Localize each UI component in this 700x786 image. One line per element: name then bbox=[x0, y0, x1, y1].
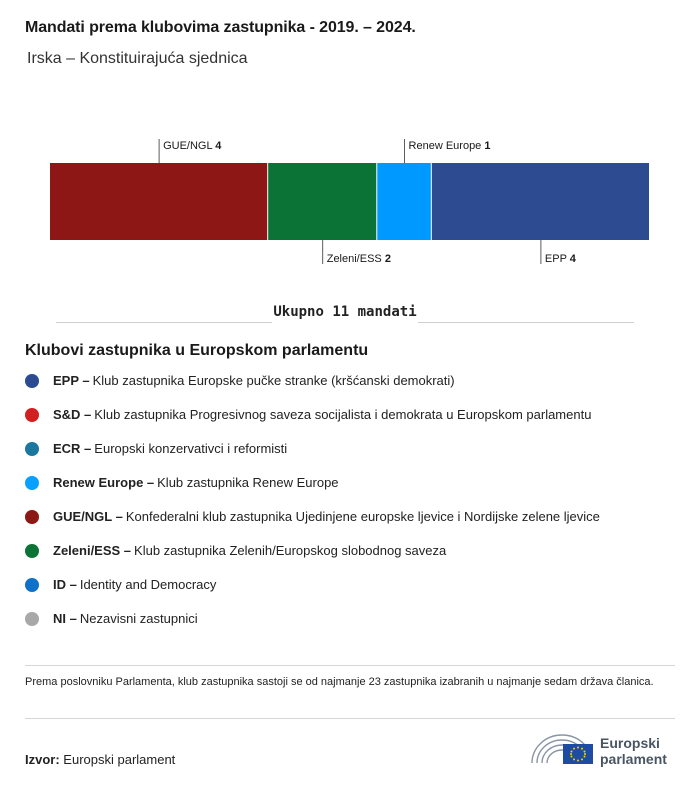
stacked-bar-chart bbox=[0, 130, 700, 280]
segment-label-zeleni-ess: Zeleni/ESS 2 bbox=[326, 253, 391, 265]
legend-abbr: NI – bbox=[53, 611, 77, 626]
legend-text bbox=[53, 441, 287, 456]
legend-desc: Europski konzervativci i reformisti bbox=[94, 441, 288, 456]
legend-abbr: GUE/NGL – bbox=[53, 509, 123, 524]
source-value: Europski parlament bbox=[63, 752, 176, 767]
legend-desc: Klub zastupnika Europske pučke stranke (kršćanski demokrati) bbox=[92, 373, 455, 388]
legend-swatch bbox=[25, 442, 39, 456]
segment-label-epp: EPP 4 bbox=[544, 253, 576, 265]
legend-text bbox=[53, 543, 446, 558]
legend-swatch bbox=[25, 476, 39, 490]
legend-text bbox=[53, 577, 216, 592]
page-subtitle: Irska – Konstituirajuća sjednica bbox=[27, 50, 248, 67]
logo-line1: Europski bbox=[600, 735, 660, 751]
legend-title: Klubovi zastupnika u Europskom parlamentu bbox=[25, 342, 369, 359]
legend-abbr: EPP – bbox=[53, 373, 90, 388]
source-label: Izvor: bbox=[25, 752, 60, 767]
logo-text bbox=[600, 735, 667, 767]
legend-desc: Nezavisni zastupnici bbox=[79, 611, 198, 626]
legend-abbr: ID – bbox=[53, 577, 77, 592]
legend-text bbox=[53, 407, 591, 422]
legend-desc: Klub zastupnika Progresivnog saveza socijalista i demokrata u Europskom parlamentu bbox=[94, 407, 592, 422]
legend-item bbox=[25, 576, 685, 610]
legend-desc: Klub zastupnika Renew Europe bbox=[157, 475, 339, 490]
bar-segment-epp bbox=[432, 163, 649, 240]
legend-desc: Identity and Democracy bbox=[79, 577, 217, 592]
legend-item bbox=[25, 406, 685, 440]
legend-swatch bbox=[25, 374, 39, 388]
legend-item bbox=[25, 440, 685, 474]
page-title: Mandati prema klubovima zastupnika - 2019. – 2024. bbox=[25, 19, 416, 36]
bar-segment-gue-ngl bbox=[50, 163, 267, 240]
legend-item bbox=[25, 474, 685, 508]
bar-segment-zeleni-ess bbox=[268, 163, 376, 240]
legend-swatch bbox=[25, 544, 39, 558]
divider-top bbox=[25, 665, 675, 666]
legend-swatch bbox=[25, 612, 39, 626]
legend-desc: Konfederalni klub zastupnika Ujedinjene europske ljevice i Nordijske zelene ljevice bbox=[125, 509, 600, 524]
total-seats-label: Ukupno 11 mandati bbox=[273, 304, 417, 320]
bar-segment-renew-europe bbox=[377, 163, 431, 240]
legend-swatch bbox=[25, 578, 39, 592]
legend-abbr: ECR – bbox=[53, 441, 92, 456]
segment-label-renew-europe: Renew Europe 1 bbox=[408, 140, 491, 152]
legend-abbr: Renew Europe – bbox=[53, 475, 155, 490]
legend-text bbox=[53, 373, 455, 388]
source bbox=[25, 752, 175, 767]
legend-item bbox=[25, 542, 685, 576]
legend-text bbox=[53, 509, 600, 524]
divider-bottom bbox=[25, 718, 675, 719]
legend-swatch bbox=[25, 408, 39, 422]
legend-abbr: Zeleni/ESS – bbox=[53, 543, 132, 558]
legend-item bbox=[25, 508, 685, 542]
legend-text bbox=[53, 611, 198, 626]
legend bbox=[25, 372, 685, 644]
legend-desc: Klub zastupnika Zelenih/Europskog slobodnog saveza bbox=[134, 543, 447, 558]
legend-text bbox=[53, 475, 339, 490]
total-divider-right bbox=[418, 322, 634, 323]
footnote: Prema poslovniku Parlamenta, klub zastupnika sastoji se od najmanje 23 zastupnika izabranih u najmanje sedam država članica. bbox=[25, 676, 654, 688]
legend-item bbox=[25, 372, 685, 406]
segment-label-gue-ngl: GUE/NGL 4 bbox=[163, 140, 222, 152]
legend-swatch bbox=[25, 510, 39, 524]
legend-item bbox=[25, 610, 685, 644]
total-divider-left bbox=[56, 322, 272, 323]
legend-abbr: S&D – bbox=[53, 407, 92, 422]
logo-line2: parlament bbox=[600, 751, 667, 767]
